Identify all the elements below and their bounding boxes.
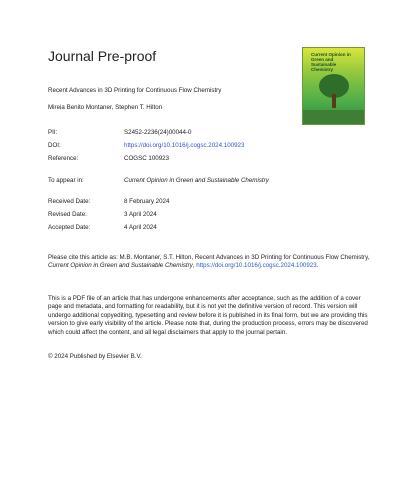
received-label: Received Date: [48, 198, 91, 205]
tree-trunk [332, 94, 336, 108]
cover-ground [303, 110, 364, 124]
accepted-label: Accepted Date: [48, 224, 91, 231]
received-value: 8 February 2024 [124, 198, 170, 205]
cover-journal-name: Current Opinion in Green and Sustainable Chemistry [311, 52, 351, 72]
appear-label: To appear in: [48, 177, 84, 184]
meta-value-reference: COGSC 100923 [124, 155, 170, 162]
citation-end: . [316, 262, 319, 270]
citation-sep: , [192, 262, 197, 270]
article-authors: Mireia Benito Montaner, Stephen T. Hilton [48, 104, 163, 111]
revised-label: Revised Date: [48, 211, 87, 218]
citation-paragraph [48, 254, 370, 271]
copyright-line: © 2024 Published by Elsevier B.V. [48, 353, 142, 360]
meta-value-pii: S2452-2236(24)00044-0 [124, 129, 192, 136]
meta-label-doi: DOI: [48, 142, 61, 149]
citation-prefix: Please cite this article as: M.B. Montaner, S.T. Hilton, Recent Advances in 3D Printing for Continuous Flow Chemistry, [48, 254, 370, 261]
accepted-value: 4 April 2024 [124, 224, 157, 231]
doi-link[interactable]: https://doi.org/10.1016/j.cogsc.2024.100923 [124, 142, 245, 149]
citation-doi-link[interactable]: https://doi.org/10.1016/j.cogsc.2024.100923 [196, 262, 317, 270]
meta-label-pii: PII: [48, 129, 58, 136]
meta-label-reference: Reference: [48, 155, 79, 162]
revised-value: 3 April 2024 [124, 211, 157, 218]
notice-paragraph: This is a PDF file of an article that has undergone enhancements after acceptance, such as the addition of a cover page and metadata, and formatting for readability, but it is not yet the definitive version of record. This version will undergo additional copyediting, typesetting and review before it is published in its final form, but we are providing this version to give early visibility of the article. Please note that, during the production process, errors may be discovered which could affect the content, and all legal disclaimers that apply to the journal pertain. [48, 295, 368, 336]
page-title: Journal Pre-proof [48, 48, 157, 64]
article-title: Recent Advances in 3D Printing for Continuous Flow Chemistry [48, 87, 222, 94]
appear-value: Current Opinion in Green and Sustainable Chemistry [124, 177, 269, 184]
citation-journal: Current Opinion in Green and Sustainable Chemistry [48, 262, 193, 270]
journal-cover-image [302, 47, 365, 125]
